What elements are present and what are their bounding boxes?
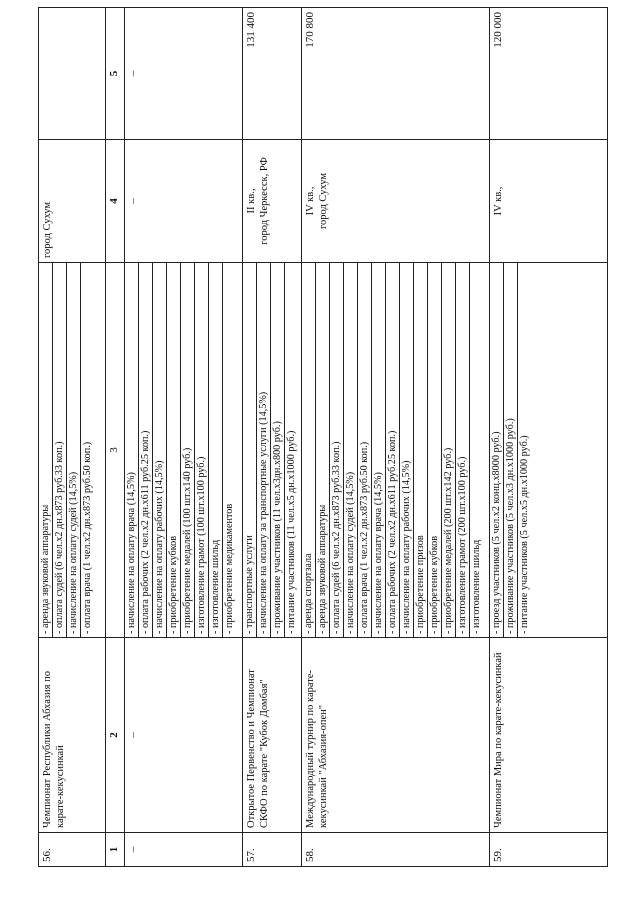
column-4-header: 4 bbox=[106, 139, 124, 262]
cost-item: - оплата врача (1 чел.х2 дн.х873 руб.50 коп.) bbox=[82, 441, 93, 634]
cost-item: - проезд участников (5 чел.х2 конц.х8000 руб.) bbox=[490, 263, 504, 637]
event-period: II кв., bbox=[246, 188, 257, 214]
cost-item: - оплата рабочих (2 чел.х2 дн.х611 руб.25 коп.) bbox=[139, 263, 153, 637]
event-location: – bbox=[125, 139, 242, 262]
cost-item: - начисление на оплату врача (14,5%) bbox=[125, 263, 139, 637]
event-location: город Черкесск, РФ bbox=[259, 157, 270, 245]
cost-item: - питание участников (11 чел.х5 дн.х1000 руб.) bbox=[286, 430, 297, 634]
table-row-58 bbox=[301, 8, 489, 866]
row-number: 57. bbox=[243, 832, 301, 866]
event-amount: 120 000 bbox=[492, 12, 504, 48]
budget-table bbox=[38, 7, 608, 867]
cost-item: - оплата врача (1 чел.х2 дн.х873 руб.50 коп.) bbox=[358, 263, 372, 637]
column-2-header: 2 bbox=[106, 637, 124, 832]
cost-item: - начисление на оплату врача (14,5%) bbox=[372, 263, 386, 637]
cost-item: - начисление на оплату за транспортные услуги (14,5%) bbox=[257, 263, 271, 637]
row-number: 59. bbox=[490, 832, 607, 866]
event-name: Открытое Первенство и Чемпионат СКФО по карате "Кубок Домбая" bbox=[243, 637, 301, 832]
cost-item: - изготовление шильд bbox=[471, 539, 482, 634]
cost-items bbox=[490, 262, 607, 637]
cost-item: - аренда звуковой аппаратуры bbox=[39, 263, 53, 637]
cost-item: - приобретение медалей (100 шт.х140 руб.) bbox=[181, 263, 195, 637]
cost-item: - приобретение призов bbox=[414, 263, 428, 637]
event-location: город Сухум bbox=[39, 139, 105, 262]
cost-item: - приобретение медалей (200 шт.х142 руб.) bbox=[442, 263, 456, 637]
cost-items bbox=[243, 262, 301, 637]
cost-item: - транспортные услуги bbox=[243, 263, 257, 637]
cost-item: - начисление на оплату судей (14,5%) bbox=[344, 263, 358, 637]
table-row-59 bbox=[489, 8, 607, 866]
cost-item: - проживание участников (5 чел.х3 дн.х1000 руб.) bbox=[504, 263, 518, 637]
cost-item: - оплата судей (6 чел.х2 дн.х873 руб.33 коп.) bbox=[330, 263, 344, 637]
cost-item: - питание участников (5 чел.х5 дн.х1000 руб.) bbox=[519, 435, 530, 634]
event-name: Международный турнир по карате-кекусинкай "Абхазия-опен" bbox=[302, 637, 489, 832]
cost-item: - проживание участников (11 чел.х3дн.х800 руб.) bbox=[271, 263, 285, 637]
column-3-header: 3 bbox=[106, 262, 124, 637]
event-period-location bbox=[302, 139, 489, 262]
event-name: Чемпионат Республики Абхазия по карате-кекусинкай bbox=[39, 637, 105, 832]
cost-item: - изготовление грамот (100 шт.х100 руб.) bbox=[195, 263, 209, 637]
cost-item: - начисление на оплату судей (14,5%) bbox=[67, 263, 81, 637]
event-period-location bbox=[490, 139, 607, 262]
event-period: IV кв., bbox=[305, 186, 316, 216]
event-amount: – bbox=[127, 70, 139, 77]
event-amount bbox=[39, 8, 105, 139]
cost-item: - изготовление грамот (200 шт.х100 руб.) bbox=[456, 263, 470, 637]
cost-item: - начисление на оплату рабочих (14,5%) bbox=[400, 263, 414, 637]
row-number: 56. bbox=[39, 832, 105, 866]
event-location: город Сухум bbox=[318, 172, 329, 230]
cost-item: - аренда звуковой аппаратуры bbox=[316, 263, 330, 637]
event-period-location bbox=[243, 139, 301, 262]
table-row-57 bbox=[242, 8, 301, 866]
cost-items bbox=[39, 262, 105, 637]
event-period: IV кв., bbox=[493, 186, 504, 216]
event-name: – bbox=[125, 637, 242, 832]
cost-item: - аренда спортзала bbox=[302, 263, 316, 637]
cost-items bbox=[125, 262, 242, 637]
cost-item: - приобретение кубков bbox=[167, 263, 181, 637]
cost-items bbox=[302, 262, 489, 637]
event-amount: 131 400 bbox=[245, 12, 257, 48]
cost-item: - приобретение кубков bbox=[428, 263, 442, 637]
table-row-56 bbox=[39, 8, 105, 866]
event-name: Чемпионат Мира по карате-кекусинкай bbox=[490, 637, 607, 832]
cost-item: - начисление на оплату рабочих (14,5%) bbox=[153, 263, 167, 637]
column-number-header bbox=[105, 8, 124, 866]
cost-item: - оплата судей (6 чел.х2 дн.х873 руб.33 коп.) bbox=[53, 263, 67, 637]
table-row-continued bbox=[124, 8, 242, 866]
column-5-header: 5 bbox=[108, 70, 120, 77]
row-number: 58. bbox=[302, 832, 489, 866]
cost-item: - изготовление шильд bbox=[209, 263, 223, 637]
cost-item: - приобретение медикаментов bbox=[224, 503, 235, 634]
column-1-header: 1 bbox=[106, 832, 124, 866]
cost-item: - оплата рабочих (2 чел.х2 дн.х611 руб.25 коп.) bbox=[386, 263, 400, 637]
event-amount: 170 800 bbox=[304, 12, 316, 48]
row-number: – bbox=[125, 832, 242, 866]
